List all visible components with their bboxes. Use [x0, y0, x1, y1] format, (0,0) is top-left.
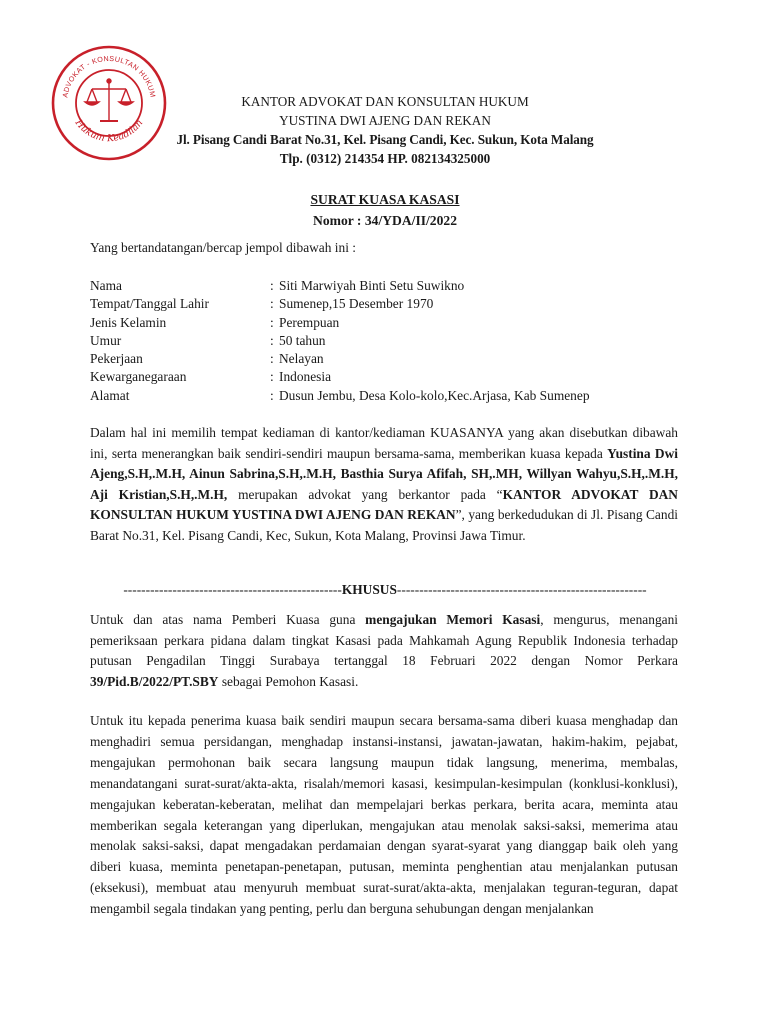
office-phone: Tlp. (0312) 214354 HP. 082134325000 — [279, 151, 491, 166]
paragraph-text: sebagai Pemohon Kasasi. — [218, 673, 359, 689]
identity-label: Jenis Kelamin — [90, 314, 167, 330]
identity-separator: : — [270, 296, 274, 312]
identity-row — [90, 314, 680, 332]
grantor-identity-table — [90, 277, 680, 405]
case-number: 39/Pid.B/2022/PT.SBY — [90, 673, 219, 689]
office-name: KANTOR ADVOKAT DAN KONSULTAN HUKUM — [241, 94, 529, 109]
khusus-heading: KHUSUS — [341, 582, 397, 597]
identity-separator: : — [270, 332, 274, 348]
divider-dashes-left: ------------------------------------------------- — [123, 582, 342, 597]
law-office-seal-logo — [50, 44, 168, 162]
identity-value: 50 tahun — [279, 332, 326, 348]
paragraph-text: merupakan advokat yang berkantor pada “ — [227, 486, 503, 502]
identity-row — [90, 277, 680, 295]
document-title-block — [90, 189, 680, 231]
letterhead — [160, 92, 610, 168]
intro-line: Yang bertandatangan/bercap jempol dibawah ini : — [90, 240, 357, 255]
identity-label: Tempat/Tanggal Lahir — [90, 296, 209, 312]
identity-separator: : — [270, 314, 274, 330]
identity-value: Sumenep,15 Desember 1970 — [279, 296, 434, 312]
identity-value: Siti Marwiyah Binti Setu Suwikno — [279, 278, 465, 293]
purpose-paragraph — [90, 610, 678, 692]
identity-row — [90, 387, 680, 405]
paragraph-text: ”, yang berkedudukan di Jl. Pisang Candi Barat No.31, Kel. Pisang Candi, Kec, Sukun, Kota Malang, Provinsi Jawa Timur. — [90, 507, 678, 543]
identity-separator: : — [270, 369, 274, 385]
identity-value: Indonesia — [279, 369, 332, 385]
identity-row — [90, 368, 680, 386]
paragraph-text: Dalam hal ini memilih tempat kediaman di kantor/kediaman KUASANYA yang akan disebutkan dibawah ini, serta menerangkan baik sendiri-sendiri maupun bersama-sama, memberikan kuasa kepada — [90, 425, 678, 461]
identity-value: Perempuan — [279, 314, 340, 330]
identity-value: Nelayan — [279, 351, 324, 367]
paragraph-text: Untuk dan atas nama Pemberi Kuasa guna — [90, 612, 366, 627]
office-address: Jl. Pisang Candi Barat No.31, Kel. Pisang Candi, Kec. Sukun, Kota Malang — [176, 132, 594, 147]
seal-bottom-text: Hukum Keadilan — [72, 117, 146, 145]
divider-dashes-right: -------------------------------------------------------- — [396, 582, 647, 597]
identity-row — [90, 350, 680, 368]
identity-row — [90, 295, 680, 313]
purpose-emphasis: mengajukan Memori Kasasi — [365, 612, 541, 627]
identity-label: Kewarganegaraan — [90, 369, 187, 385]
attorney-grant-paragraph — [90, 423, 678, 547]
office-name-inline: KANTOR ADVOKAT DAN KONSULTAN HUKUM YUSTINA DWI AJENG DAN REKAN — [90, 486, 678, 523]
identity-label: Umur — [90, 332, 122, 348]
document-number: Nomor : 34/YDA/II/2022 — [313, 213, 457, 228]
seal-emblem — [50, 44, 168, 162]
attorney-names: Yustina Dwi Ajeng,S.H,.M.H, Ainun Sabrina,S.H,.M.H, Basthia Surya Afifah, SH,.MH, Willyan Wahyu,S.H,.M.H, Aji Kristian,S.H,.M.H, — [90, 445, 678, 502]
powers-paragraph: Untuk itu kepada penerima kuasa baik sendiri maupun secara bersama-sama diberi kuasa menghadap dan menghadiri semua persidangan, menghadap instansi-instansi, jawatan-jawatan, hakim-hakim, pejabat, mengajukan permohonan baik secara langsung maupun tidak langsung, menerima, membalas, menandatangani surat-surat/akta-akta, risalah/memori kasasi, kesimpulan-kesimpulan (konklusi-konklusi), mengajukan keberatan-keberatan, melihat dan mempelajari berkas perkara, berita acara, meminta atau memberikan segala keterangan yang diperlukan, mengajukan atau menolak saksi-saksi, memerima atau menolak saksi-saksi, dapat mengadakan perdamaian dengan syarat-syarat yang dianggap baik oleh yang diberi kuasa, meminta penetapan-penetapan, putusan, meminta penghentian atau menjalankan putusan (eksekusi), membuat atau menyuruh membuat surat-surat/akta-akta, menjalakan teguran-teguran, dapat mengambil segala tindakan yang penting, perlu dan berguna sehubungan dengan menjalankan — [90, 713, 678, 917]
office-subname: YUSTINA DWI AJENG DAN REKAN — [279, 113, 491, 128]
document-title: SURAT KUASA KASASI — [310, 192, 460, 207]
identity-label: Nama — [90, 278, 122, 293]
identity-separator: : — [270, 278, 274, 293]
paragraph-text: , mengurus, menangani pemeriksaan perkara pidana dalam tingkat Kasasi pada Mahkamah Agung Republik Indonesia terhadap putusan Pengadilan Tinggi Surabaya tertanggal 18 Februari 2022 dengan Nomor Perkara — [90, 612, 679, 669]
khusus-divider — [90, 581, 680, 599]
seal-top-text: ADVOKAT - KONSULTAN HUKUM — [60, 53, 158, 99]
identity-separator: : — [270, 387, 274, 403]
identity-separator: : — [270, 351, 274, 367]
identity-label: Alamat — [90, 387, 130, 403]
identity-value: Dusun Jembu, Desa Kolo-kolo,Kec.Arjasa, Kab Sumenep — [279, 387, 590, 403]
identity-row — [90, 332, 680, 350]
identity-label: Pekerjaan — [90, 351, 143, 367]
